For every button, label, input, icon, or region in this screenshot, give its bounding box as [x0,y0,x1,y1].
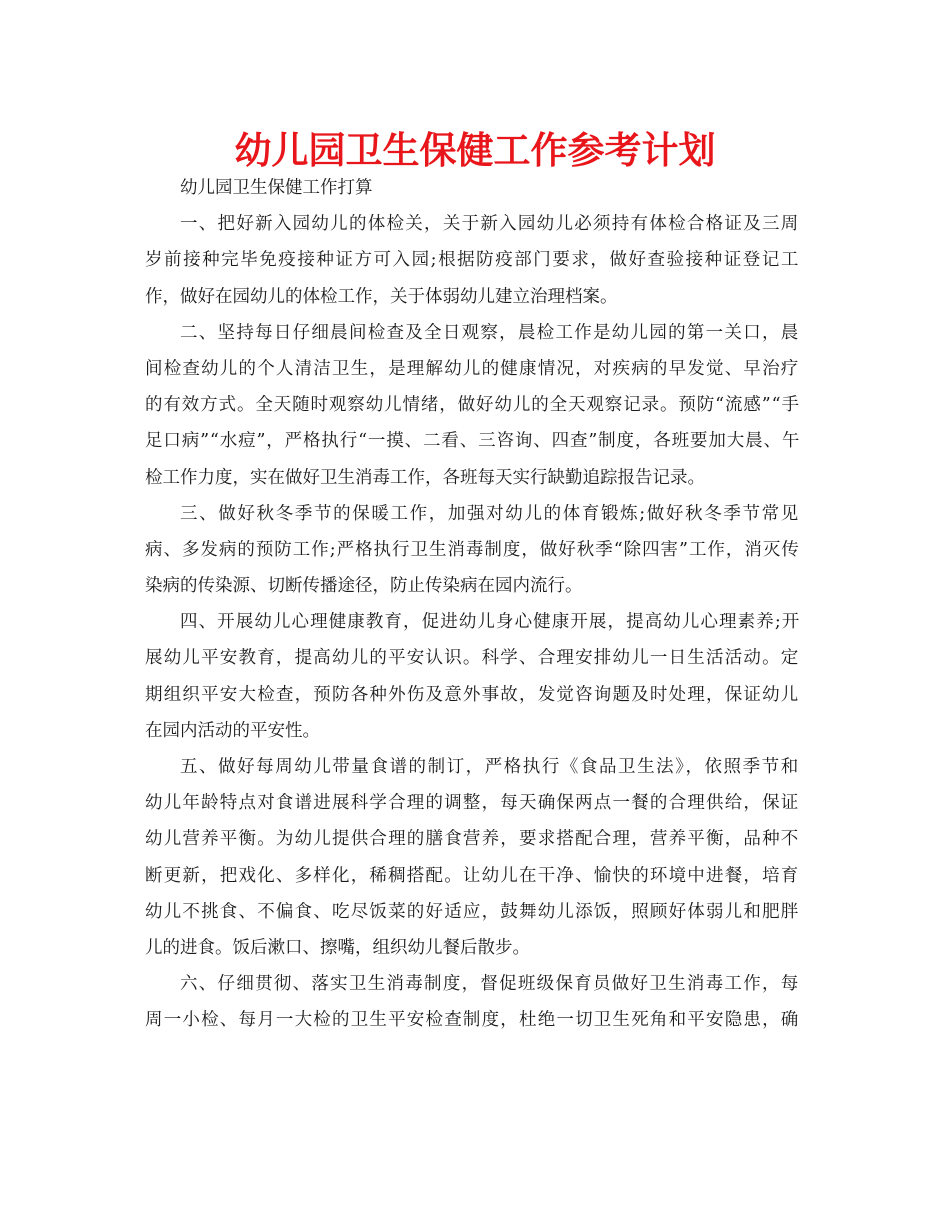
text-line: 岁前接种完毕免疫接种证方可入园;根据防疫部门要求，做好查验接种证登记工 [145,250,800,271]
document-title: 幼儿园卫生保健工作参考计划 [234,129,716,172]
text-line: 在园内活动的平安性。 [145,720,320,741]
text-line: 五、做好每周幼儿带量食谱的制订，严格执行《食品卫生法》，依照季节和 [180,757,800,777]
text-line: 二、坚持每日仔细晨间检查及全日观察，晨检工作是幼儿园的第一关口，晨 [180,322,800,343]
text-line: 幼儿不挑食、不偏食、吃尽饭菜的好适应，鼓舞幼儿添饭，照顾好体弱儿和肥胖 [145,901,800,922]
text-line: 四、开展幼儿心理健康教育，促进幼儿身心健康开展，提高幼儿心理素养;开 [180,612,801,633]
text-line: 幼儿营养平衡。为幼儿提供合理的膳食营养，要求搭配合理，营养平衡，品种不 [145,829,800,850]
text-line: 儿的进食。饭后漱口、擦嘴，组织幼儿餐后散步。 [145,937,530,958]
text-line: 病、多发病的预防工作;严格执行卫生消毒制度，做好秋季“除四害”工作，消灭传 [145,539,800,560]
text-line: 六、仔细贯彻、落实卫生消毒制度，督促班级保育员做好卫生消毒工作，每 [180,974,800,995]
text-line: 作，做好在园幼儿的体检工作，关于体弱幼儿建立治理档案。 [145,286,618,307]
text-line: 三、做好秋冬季节的保暖工作，加强对幼儿的体育锻炼;做好秋冬季节常见 [180,503,800,524]
text-line: 间检查幼儿的个人清洁卫生，是理解幼儿的健康情况，对疾病的早发觉、早治疗 [145,358,800,379]
text-line: 期组织平安大检查，预防各种外伤及意外事故，发觉咨询题及时处理，保证幼儿 [145,684,800,705]
text-line: 幼儿园卫生保健工作打算 [180,178,373,198]
text-line: 一、把好新入园幼儿的体检关，关于新入园幼儿必须持有体检合格证及三周 [180,214,800,235]
text-line: 断更新，把戏化、多样化，稀稠搭配。让幼儿在干净、愉快的环境中进餐，培育 [145,865,800,886]
text-line: 展幼儿平安教育，提高幼儿的平安认识。科学、合理安排幼儿一日生活活动。定 [145,648,800,669]
text-line: 的有效方式。全天随时观察幼儿情绪，做好幼儿的全天观察记录。预防“流感”“手 [145,395,800,416]
text-line: 周一小检、每月一大检的卫生平安检查制度，杜绝一切卫生死角和平安隐患，确 [145,1010,800,1031]
text-line: 染病的传染源、切断传播途径，防止传染病在园内流行。 [145,576,583,597]
text-line: 幼儿年龄特点对食谱进展科学合理的调整，每天确保两点一餐的合理供给，保证 [145,793,800,814]
text-line: 检工作力度，实在做好卫生消毒工作，各班每天实行缺勤追踪报告记录。 [145,467,705,488]
text-line: 足口病”“水痘”，严格执行“一摸、二看、三咨询、四查”制度，各班要加大晨、午 [145,431,801,452]
document-body [145,170,800,1039]
